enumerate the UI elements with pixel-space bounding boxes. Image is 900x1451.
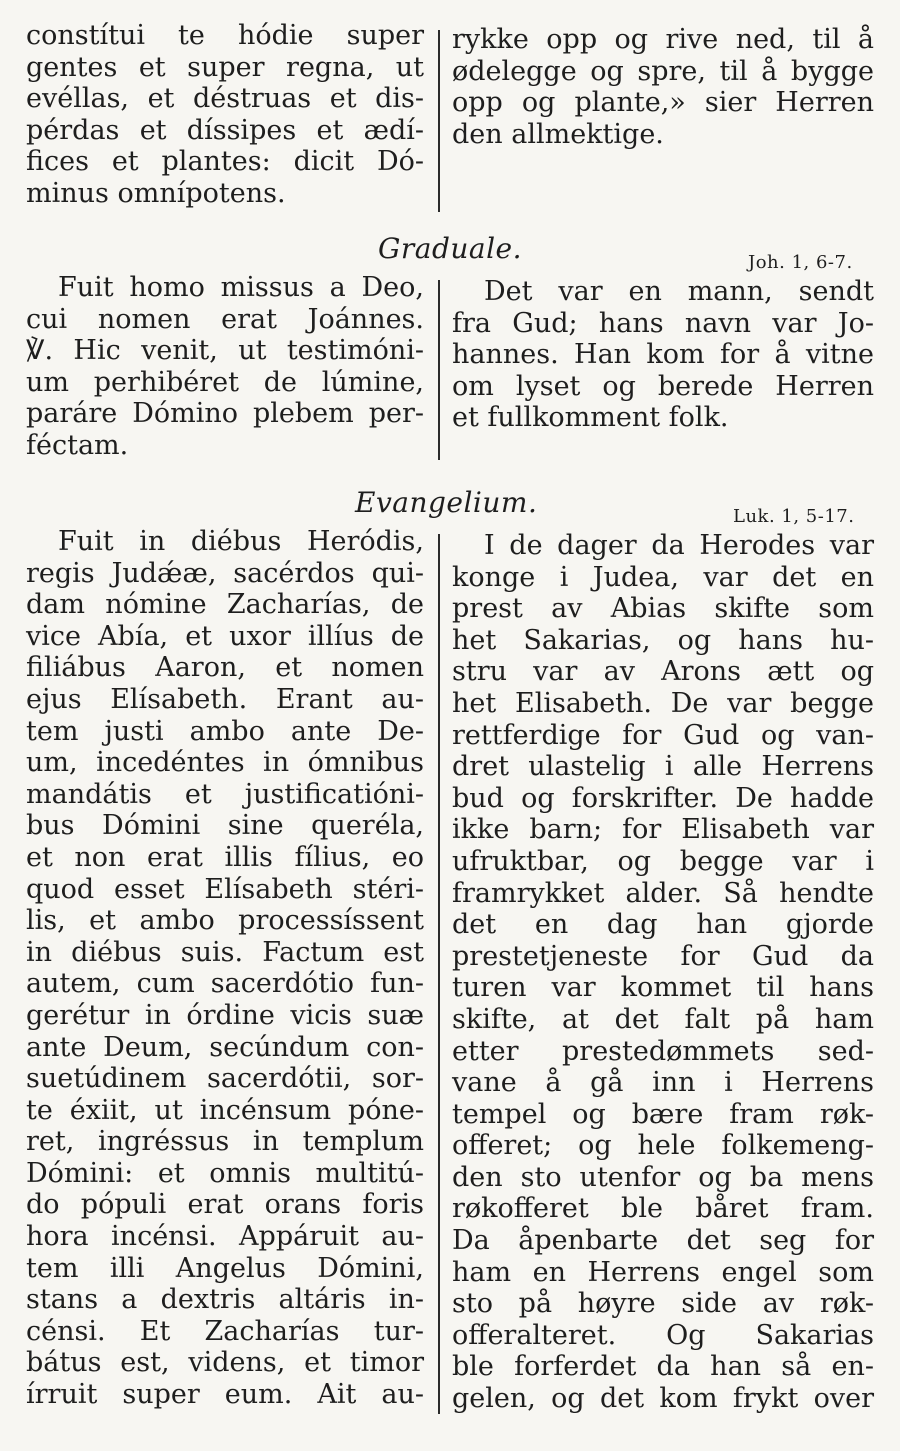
text-line: féctam. (26, 429, 129, 461)
text-line: ikke barn; for Elisabeth var (452, 814, 874, 846)
text-line: minus omnípotens. (26, 177, 286, 209)
text-line: Dómini: et omnis multitú- (26, 1157, 424, 1189)
text-line: ret, ingréssus in templum (26, 1126, 424, 1158)
text-line: Da åpenbarte det seg for (452, 1225, 874, 1257)
text-line: offeralteret. Og Sakarias (452, 1319, 874, 1351)
text-line: bátus est, videns, et timor (26, 1347, 424, 1379)
graduale-norwegian-column (452, 276, 874, 434)
text-line: bus Dómini sine queréla, (26, 810, 424, 842)
top-latin-column (26, 20, 424, 210)
text-line: evéllas, et déstruas et dis- (26, 83, 424, 115)
column-divider (438, 280, 440, 460)
text-line: gerétur in órdine vicis suæ (26, 999, 424, 1031)
evangelium-latin-column (26, 526, 424, 1411)
text-line: filiábus Aaron, et nomen (26, 652, 424, 684)
text-line: et fullkomment folk. (452, 402, 729, 434)
top-norwegian-column (452, 24, 874, 150)
text-line: quod esset Elísabeth stéri- (26, 873, 424, 905)
text-line: Fuit in diébus Heródis, (58, 526, 424, 557)
text-line: autem, cum sacerdótio fun- (26, 968, 424, 1000)
text-line: het Elisabeth. De var begge (452, 687, 874, 719)
text-line: ufruktbar, og begge var i (452, 845, 874, 877)
text-line: do pópuli erat orans foris (26, 1189, 424, 1221)
text-line: mandátis et justificatióni- (26, 778, 424, 810)
text-line: in diébus suis. Factum est (26, 936, 424, 968)
evangelium-norwegian-column (452, 530, 874, 1415)
text-line: hannes. Han kom for å vitne (452, 339, 874, 371)
text-line: ℣. Hic venit, ut testimóni- (26, 335, 424, 367)
text-line: ble forferdet da han så en- (452, 1351, 874, 1383)
text-line: etter prestedømmets sed- (452, 1035, 874, 1067)
text-line: opp og plante,» sier Herren (452, 87, 874, 119)
text-line: ham en Herrens engel som (452, 1256, 874, 1288)
text-line: prest av Abias skifte som (452, 593, 874, 625)
text-line: írruit super eum. Ait au- (26, 1379, 424, 1411)
text-line: prestetjeneste for Gud da (452, 940, 874, 972)
text-line: suetúdinem sacerdótii, sor- (26, 1063, 424, 1095)
text-line: constítui te hódie super (26, 20, 424, 51)
evangelium-reference: Luk. 1, 5-17. (733, 506, 855, 527)
text-line: skifte, at det falt på ham (452, 1003, 874, 1035)
column-divider (438, 534, 440, 1414)
text-line: cui nomen erat Joánnes. (26, 303, 424, 335)
evangelium-heading: Evangelium. (355, 486, 538, 519)
text-line: rykke opp og rive ned, til å (452, 24, 874, 55)
text-line: tem illi Angelus Dómini, (26, 1252, 424, 1284)
text-line: det en dag han gjorde (452, 909, 874, 941)
text-line: fices et plantes: dicit Dó- (26, 146, 424, 178)
text-line: sto på høyre side av røk- (452, 1288, 874, 1320)
text-line: ejus Elísabeth. Erant au- (26, 683, 424, 715)
text-line: Det var en mann, sendt (484, 276, 874, 307)
text-line: om lyset og berede Herren (452, 370, 874, 402)
text-line: gelen, og det kom frykt over (452, 1383, 874, 1415)
text-line: tempel og bære fram røk- (452, 1098, 874, 1130)
text-line: vice Abía, et uxor illíus de (26, 620, 424, 652)
text-line: vane å gå inn i Herrens (452, 1067, 874, 1099)
text-line: hora incénsi. Appáruit au- (26, 1221, 424, 1253)
text-line: gentes et super regna, ut (26, 51, 424, 83)
text-line: het Sakarias, og hans hu- (452, 624, 874, 656)
text-line: konge i Judea, var det en (452, 561, 874, 593)
graduale-heading: Graduale. (378, 232, 523, 265)
text-line: røkofferet ble båret fram. (452, 1193, 874, 1225)
graduale-latin-column (26, 272, 424, 462)
text-line: pérdas et díssipes et ædí- (26, 114, 424, 146)
text-line: lis, et ambo processíssent (26, 905, 424, 937)
text-line: den sto utenfor og ba mens (452, 1161, 874, 1193)
text-line: regis Judǽæ, sacérdos qui- (26, 557, 424, 589)
text-line: et non erat illis fílius, eo (26, 841, 424, 873)
text-line: stru var av Arons ætt og (452, 656, 874, 688)
text-line: um perhibéret de lúmine, (26, 366, 424, 398)
text-line: um, incedéntes in ómnibus (26, 747, 424, 779)
text-line: rettferdige for Gud og van- (452, 719, 874, 751)
text-line: tem justi ambo ante De- (26, 715, 424, 747)
text-line: cénsi. Et Zacharías tur- (26, 1315, 424, 1347)
text-line: te éxiit, ut incénsum póne- (26, 1094, 424, 1126)
text-line: turen var kommet til hans (452, 972, 874, 1004)
text-line: Fuit homo missus a Deo, (58, 272, 424, 303)
column-divider (438, 30, 440, 212)
text-line: fra Gud; hans navn var Jo- (452, 307, 874, 339)
text-line: framrykket alder. Så hendte (452, 877, 874, 909)
text-line: ante Deum, secúndum con- (26, 1031, 424, 1063)
text-line: stans a dextris altáris in- (26, 1284, 424, 1316)
text-line: I de dager da Herodes var (484, 530, 874, 561)
text-line: dam nómine Zacharías, de (26, 589, 424, 621)
text-line: den allmektige. (452, 118, 664, 150)
text-line: bud og forskrifter. De hadde (452, 782, 874, 814)
text-line: offeret; og hele folkemeng- (452, 1130, 874, 1162)
text-line: ødelegge og spre, til å bygge (452, 55, 874, 87)
text-line: paráre Dómino plebem per- (26, 398, 424, 430)
graduale-reference: Joh. 1, 6-7. (748, 252, 853, 273)
text-line: dret ulastelig i alle Herrens (452, 751, 874, 783)
